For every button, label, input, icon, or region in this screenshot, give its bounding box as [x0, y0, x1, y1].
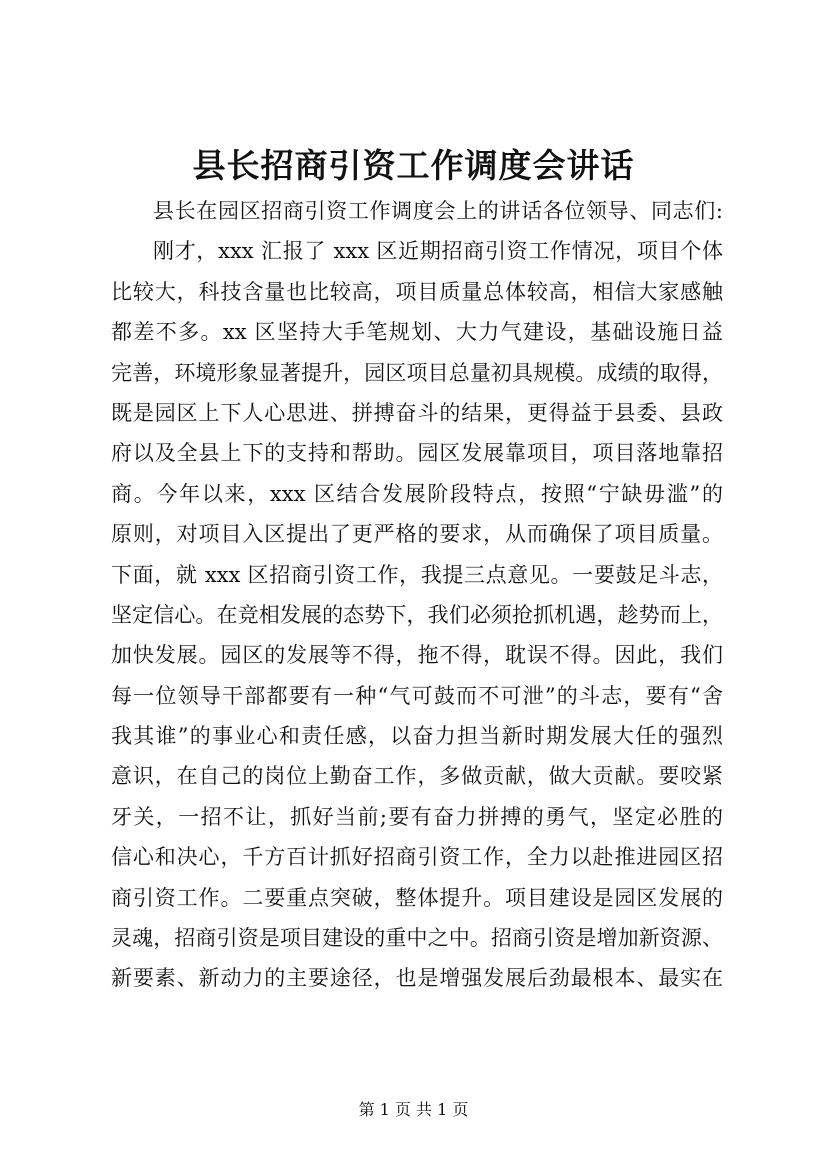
page-footer: 第 1 页 共 1 页 [358, 1100, 469, 1119]
text-line: 我其谁”的事业心和责任感，以奋力担当新时期发展大任的强烈 [111, 724, 723, 749]
text-line: 商引资工作。二要重点突破，整体提升。项目建设是园区发展的 [111, 885, 723, 910]
text-line: 县长在园区招商引资工作调度会上的讲话各位领导、同志们: [153, 199, 723, 223]
text-line: 加快发展。园区的发展等不得，拖不得，耽误不得。因此，我们 [111, 643, 723, 668]
text-line: 意识，在自己的岗位上勤奋工作，多做贡献，做大贡献。要咬紧 [111, 764, 723, 789]
text-line: 完善，环境形象显著提升，园区项目总量初具规模。成绩的取得， [111, 360, 723, 385]
text-line: 既是园区上下人心思进、拼搏奋斗的结果，更得益于县委、县政 [111, 400, 723, 425]
text-line: 信心和决心，千方百计抓好招商引资工作，全力以赴推进园区招 [111, 845, 723, 870]
text-line: 新要素、新动力的主要途径，也是增强发展后劲最根本、最实在 [111, 966, 723, 991]
text-line: 灵魂，招商引资是项目建设的重中之中。招商引资是增加新资源、 [111, 926, 723, 951]
text-line: 每一位领导干部都要有一种“气可鼓而不可泄”的斗志，要有“舍 [111, 683, 723, 708]
text-line: 比较大，科技含量也比较高，项目质量总体较高，相信大家感触 [111, 279, 723, 304]
text-line: 都差不多。xx 区坚持大手笔规划、大力气建设，基础设施日益 [111, 320, 723, 345]
text-line: 牙关，一招不让，抓好当前;要有奋力拼搏的勇气，坚定必胜的 [111, 804, 723, 829]
document-body [111, 191, 723, 999]
text-line: 坚定信心。在竞相发展的态势下，我们必须抢抓机遇，趁势而上， [111, 602, 723, 627]
text-line: 府以及全县上下的支持和帮助。园区发展靠项目，项目落地靠招 [111, 441, 723, 466]
document-title: 县长招商引资工作调度会讲话 [192, 146, 635, 185]
text-line: 刚才，xxx 汇报了 xxx 区近期招商引资工作情况，项目个体 [153, 239, 723, 264]
text-line: 下面，就 xxx 区招商引资工作，我提三点意见。一要鼓足斗志， [111, 562, 723, 587]
text-line: 原则，对项目入区提出了更严格的要求，从而确保了项目质量。 [111, 522, 723, 547]
text-line: 商。今年以来，xxx 区结合发展阶段特点，按照“宁缺毋滥”的 [111, 481, 723, 506]
